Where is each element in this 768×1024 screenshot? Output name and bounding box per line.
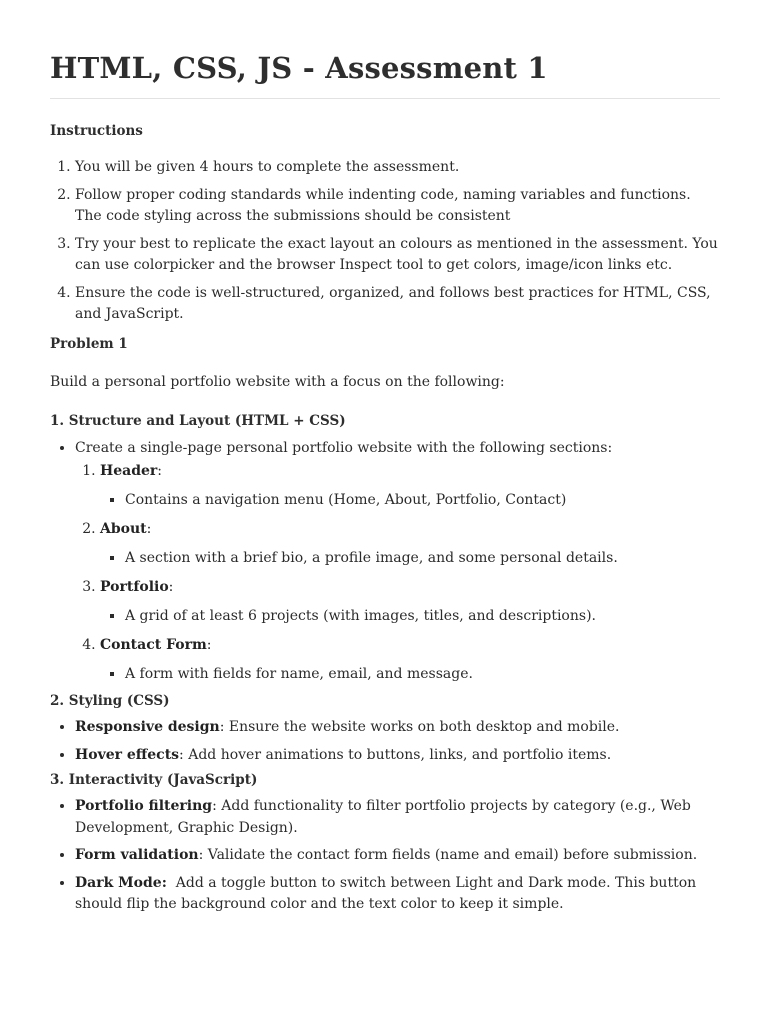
title-divider [50,98,720,99]
section-suffix: : [146,521,152,537]
section-suffix: : [157,463,162,479]
structure-bullets [50,438,720,686]
section-item-portfolio [100,577,720,627]
interactivity-item-label: Form validation [75,847,199,863]
interactivity-item-label: Portfolio filtering [75,798,213,814]
section-item-header [100,461,720,511]
styling-item-text: : Add hover animations to buttons, links, and portfolio items. [179,746,612,763]
styling-list [50,717,720,766]
instruction-item: 3. Try your best to replicate the exact layout an colours as mentioned in the assessment. You can use colorpicker and the browser Inspect tool to get colors, image/icon links etc. [75,234,720,277]
section-name: Contact Form [100,637,207,653]
styling-item-label: Hover effects [75,746,180,763]
section-detail-list [100,548,720,569]
interactivity-item [75,796,720,839]
styling-item-label: Responsive design [75,719,220,735]
instruction-item: 1. You will be given 4 hours to complete the assessment. [75,157,720,179]
section-item-contact-form [100,635,720,685]
problem-intro: Build a personal portfolio website with a focus on the following: [50,373,505,390]
interactivity-item-text: Add a toggle button to switch between Light and Dark mode. This button should flip the background color and the text color to keep it simple. [75,874,701,912]
section-name: Portfolio [100,579,169,595]
section-item-about [100,519,720,569]
interactivity-item-label: Dark Mode: [75,874,167,891]
interactivity-item-text: : Add functionality to filter portfolio projects by category (e.g., Web Development, Graphic Design). [75,798,691,836]
page-title: HTML, CSS, JS - Assessment 1 [50,51,548,85]
instruction-item: 2. Follow proper coding standards while indenting code, naming variables and functions. The code styling across the submissions should be consistent [75,185,720,228]
section-suffix: : [168,579,174,595]
instructions-heading: Instructions [50,123,143,139]
interactivity-heading: 3. Interactivity (JavaScript) [50,772,258,788]
styling-item-text: : Ensure the website works on both desktop and mobile. [219,719,620,735]
instructions-list [50,157,720,326]
section-detail-list [100,664,720,685]
instruction-item: 4. Ensure the code is well-structured, organized, and follows best practices for HTML, CSS, and JavaScript. [75,283,720,326]
interactivity-list [50,796,720,916]
styling-item [75,717,720,739]
interactivity-item [75,845,720,867]
problem-heading: Problem 1 [50,335,128,352]
section-detail-list [100,606,720,627]
section-detail: ▪ A form with fields for name, email, and message. [125,664,720,685]
structure-bullet-text: Create a single-page personal portfolio website with the following sections: [75,439,613,456]
section-detail: ▪ A section with a brief bio, a profile image, and some personal details. [125,548,720,569]
section-name: Header [100,463,158,479]
structure-bullet [75,438,720,686]
section-suffix: : [206,637,212,653]
section-detail: ▪ A grid of at least 6 projects (with images, titles, and descriptions). [125,606,720,627]
interactivity-item-text: : Validate the contact form fields (name and email) before submission. [198,847,698,863]
structure-heading: 1. Structure and Layout (HTML + CSS) [50,412,346,429]
section-detail: ▪ Contains a navigation menu (Home, About, Portfolio, Contact) [125,490,720,511]
styling-item [75,745,720,767]
sections-list [75,461,720,685]
styling-heading: 2. Styling (CSS) [50,693,170,709]
document-page [50,0,720,922]
section-detail-list [100,490,720,511]
section-name: About [100,521,147,537]
interactivity-item [75,873,720,916]
